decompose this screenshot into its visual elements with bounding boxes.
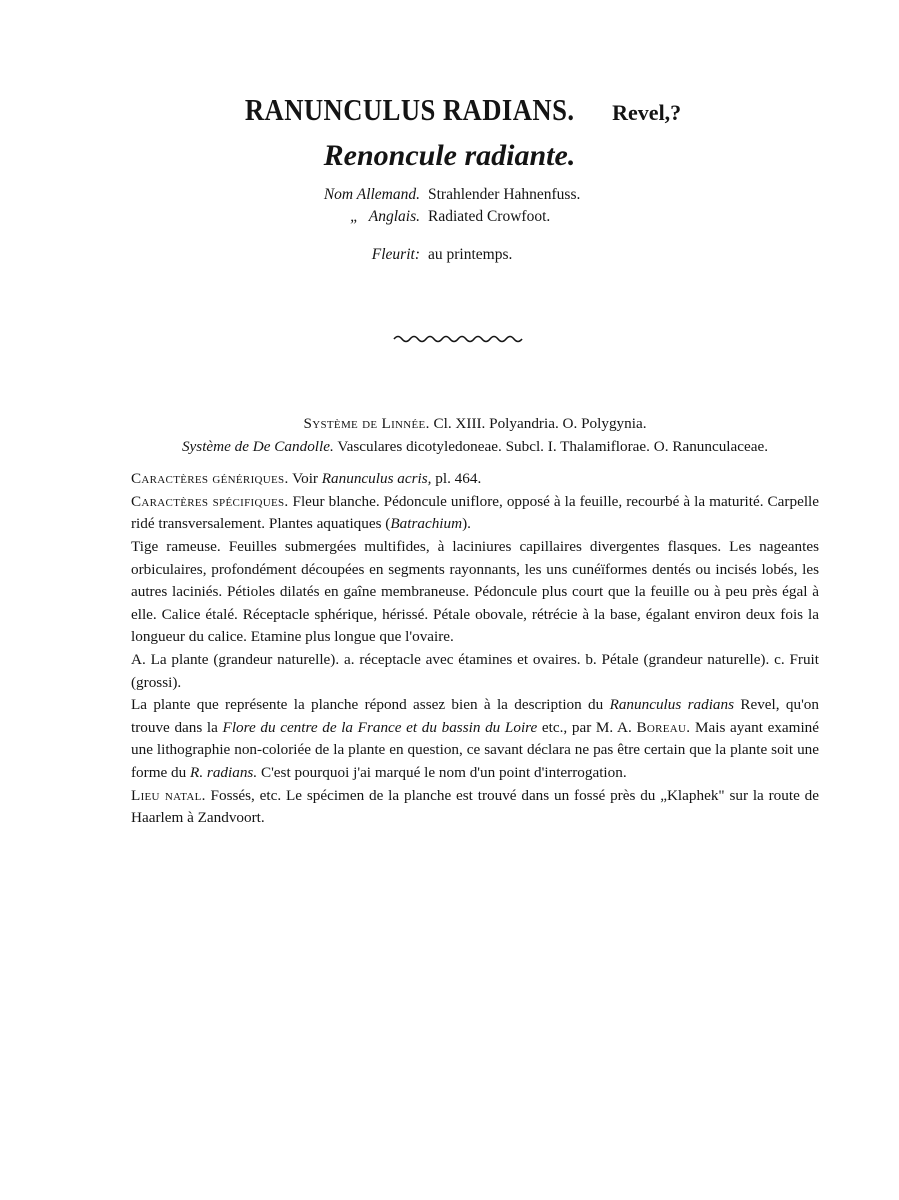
remark-part-1: La plante que représente la planche répond assez bien à la description du xyxy=(131,696,604,714)
english-name-row xyxy=(300,206,580,228)
generic-characters-paragraph xyxy=(131,468,819,491)
french-name: Renoncule radiante. xyxy=(323,139,576,172)
remark-part-3: etc., par M. A. xyxy=(541,718,632,736)
linnee-classification xyxy=(131,413,819,436)
flowering-row xyxy=(300,244,580,266)
native-place-label: Lieu natal. xyxy=(131,786,206,804)
plate-legend-paragraph: A. La plante (grandeur naturelle). a. réceptacle avec étamines et ovaires. b. Pétale (grandeur naturelle). c. Fruit (grossi). xyxy=(131,650,819,691)
specific-characters-text: Fleur blanche. Pédoncule uniflore, opposé à la feuille, recourbé à la maturité. Carpelle ridé transversalement. Plantes aquatiques ( xyxy=(131,492,819,533)
remark-author: Boreau. xyxy=(636,718,691,736)
flowering-label: Fleurit: xyxy=(371,246,420,263)
candolle-classification xyxy=(131,436,819,459)
english-name: Radiated Crowfoot. xyxy=(428,208,551,225)
generic-characters-post: pl. 464. xyxy=(435,470,482,488)
native-place-paragraph xyxy=(131,785,819,830)
english-label: Anglais. xyxy=(368,208,420,225)
generic-characters-label: Caractères génériques. xyxy=(131,470,289,488)
ditto-mark: „ xyxy=(350,208,359,225)
specific-characters-genus: Batrachium xyxy=(390,515,463,533)
native-place-text: Fossés, etc. Le spécimen de la planche est trouvé dans un fossé près du „Klaphek" sur la route de Haarlem à Zandvoort. xyxy=(131,786,819,827)
candolle-label: Système de De Candolle. xyxy=(181,437,334,455)
remark-part-2: Revel, qu'on trouve dans la xyxy=(131,696,819,736)
generic-characters-ref: Ranunculus acris, xyxy=(321,470,432,488)
generic-characters-pre: Voir xyxy=(292,470,318,488)
common-names-block xyxy=(300,184,580,266)
flowering-season: au printemps. xyxy=(428,246,513,263)
remark-paragraph xyxy=(131,694,819,784)
candolle-text: Vasculares dicotyledoneae. Subcl. I. Thalamiflorae. O. Ranunculaceae. xyxy=(337,437,769,455)
wavy-divider-ornament xyxy=(392,330,526,344)
linnee-text: Cl. XIII. Polyandria. O. Polygynia. xyxy=(433,415,647,432)
linnee-label: Système de Linnée. xyxy=(303,415,430,432)
latin-name: RANUNCULUS RADIANS. xyxy=(244,92,575,127)
remark-abbrev-species: R. radians. xyxy=(190,763,258,781)
stem-description-paragraph: Tige rameuse. Feuilles submergées multifides, à laciniures capillaires divergentes flasques. Les nageantes orbiculaires, profondément découpées en segments rayonnants, les uns cunéïformes dentés ou incisés lobés, les autres laciniés. Pétioles dilatés en gaîne membraneuse. Pédoncule plus court que la feuille ou à peu près égal à elle. Calice étalé. Réceptacle sphérique, hérissé. Pétale obovale, rétrécie à la base, égalant environ deux fois la longueur du calice. Etamine plus longue que l'ovaire. xyxy=(131,537,819,646)
remark-species: Ranunculus radians xyxy=(609,696,735,714)
description-text xyxy=(131,413,819,830)
author-abbrev: Revel,? xyxy=(612,100,682,125)
english-label-cell xyxy=(300,206,428,228)
remark-part-5: C'est pourquoi j'ai marqué le nom d'un point d'interrogation. xyxy=(260,763,627,781)
german-name: Strahlender Hahnenfuss. xyxy=(428,186,581,203)
specific-characters-label: Caractères spécifiques. xyxy=(131,492,289,510)
species-title xyxy=(0,92,899,128)
specific-characters-end: ). xyxy=(462,515,471,533)
german-label: Nom Allemand. xyxy=(323,186,420,203)
german-name-row xyxy=(300,184,580,206)
specific-characters-paragraph xyxy=(131,491,819,536)
remark-part-4: Mais ayant examiné une lithographie non-coloriée de la plante en question, ce savant déclara ne pas être certain que la plante soit une forme du xyxy=(131,718,820,781)
remark-flora-title: Flore du centre de la France et du bassin du Loire xyxy=(222,718,538,736)
